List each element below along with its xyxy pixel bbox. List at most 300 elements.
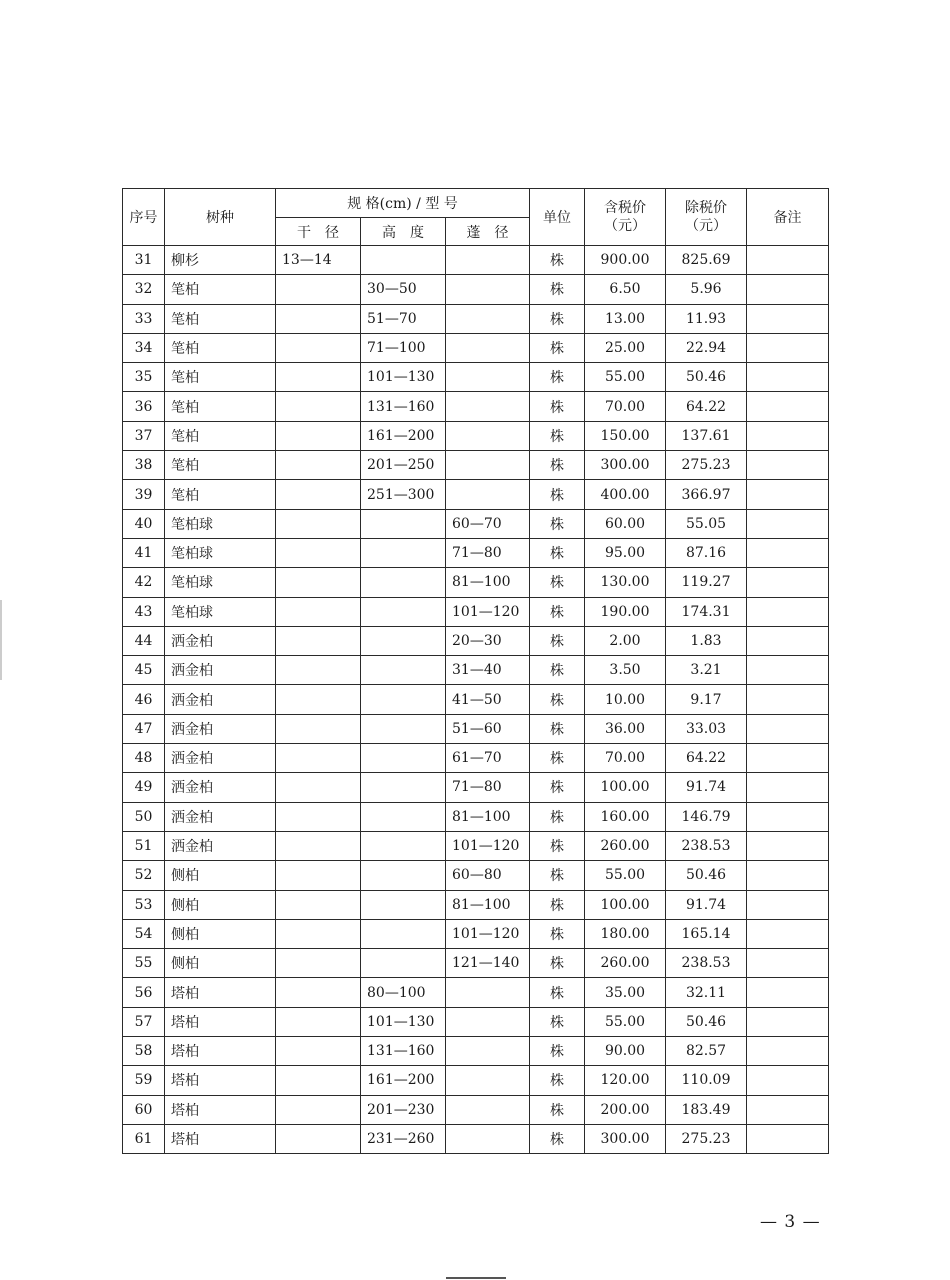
cell-price-excl: 87.16: [666, 538, 747, 567]
cell-trunk: [276, 656, 361, 685]
table-row: [123, 333, 829, 362]
cell-species: 塔柏: [165, 1124, 276, 1153]
cell-height: [361, 685, 446, 714]
cell-price-incl: 6.50: [585, 275, 666, 304]
table-row: [123, 890, 829, 919]
cell-price-excl: 183.49: [666, 1095, 747, 1124]
header-crown: 蓬 径: [446, 218, 530, 246]
header-tax-excl-line1: 除税价: [685, 200, 727, 216]
cell-note: [747, 802, 829, 831]
cell-height: 131—160: [361, 1037, 446, 1066]
cell-seq: 57: [123, 1007, 165, 1036]
cell-crown: 81—100: [446, 890, 530, 919]
cell-species: 笔柏: [165, 480, 276, 509]
header-tax-excl-line2: （元）: [685, 218, 727, 234]
cell-price-excl: 146.79: [666, 802, 747, 831]
cell-price-incl: 900.00: [585, 246, 666, 275]
cell-crown: [446, 246, 530, 275]
cell-note: [747, 421, 829, 450]
cell-height: [361, 744, 446, 773]
header-species: 树种: [165, 189, 276, 246]
cell-note: [747, 1124, 829, 1153]
header-trunk: 干 径: [276, 218, 361, 246]
cell-species: 洒金柏: [165, 656, 276, 685]
cell-height: [361, 568, 446, 597]
cell-note: [747, 597, 829, 626]
cell-note: [747, 831, 829, 860]
cell-price-excl: 238.53: [666, 949, 747, 978]
cell-crown: 121—140: [446, 949, 530, 978]
cell-note: [747, 509, 829, 538]
table-row: [123, 480, 829, 509]
cell-species: 塔柏: [165, 978, 276, 1007]
cell-unit: 株: [530, 275, 585, 304]
table-row: [123, 538, 829, 567]
cell-price-excl: 165.14: [666, 919, 747, 948]
cell-species: 洒金柏: [165, 744, 276, 773]
table-row: [123, 1095, 829, 1124]
table-row: [123, 1037, 829, 1066]
cell-seq: 35: [123, 363, 165, 392]
cell-crown: [446, 1007, 530, 1036]
cell-seq: 40: [123, 509, 165, 538]
cell-trunk: [276, 714, 361, 743]
cell-height: [361, 861, 446, 890]
cell-seq: 38: [123, 451, 165, 480]
cell-species: 笔柏: [165, 304, 276, 333]
cell-trunk: [276, 802, 361, 831]
cell-species: 侧柏: [165, 861, 276, 890]
table-row: [123, 568, 829, 597]
cell-price-excl: 91.74: [666, 773, 747, 802]
cell-crown: [446, 304, 530, 333]
cell-price-excl: 33.03: [666, 714, 747, 743]
cell-seq: 60: [123, 1095, 165, 1124]
cell-trunk: [276, 861, 361, 890]
cell-species: 笔柏球: [165, 509, 276, 538]
cell-species: 笔柏球: [165, 538, 276, 567]
cell-unit: 株: [530, 1124, 585, 1153]
cell-price-excl: 50.46: [666, 363, 747, 392]
cell-species: 柳杉: [165, 246, 276, 275]
cell-seq: 41: [123, 538, 165, 567]
cell-height: 101—130: [361, 1007, 446, 1036]
cell-height: [361, 538, 446, 567]
cell-note: [747, 919, 829, 948]
cell-price-excl: 110.09: [666, 1066, 747, 1095]
cell-species: 侧柏: [165, 919, 276, 948]
cell-species: 侧柏: [165, 890, 276, 919]
table-body: [123, 246, 829, 1154]
cell-price-excl: 50.46: [666, 861, 747, 890]
cell-price-incl: 36.00: [585, 714, 666, 743]
cell-unit: 株: [530, 1095, 585, 1124]
bottom-divider: [446, 1277, 506, 1279]
cell-crown: [446, 1095, 530, 1124]
cell-note: [747, 656, 829, 685]
cell-seq: 36: [123, 392, 165, 421]
cell-seq: 54: [123, 919, 165, 948]
cell-note: [747, 626, 829, 655]
cell-height: [361, 626, 446, 655]
cell-seq: 34: [123, 333, 165, 362]
cell-price-incl: 55.00: [585, 861, 666, 890]
cell-price-incl: 180.00: [585, 919, 666, 948]
cell-unit: 株: [530, 509, 585, 538]
cell-unit: 株: [530, 451, 585, 480]
cell-seq: 52: [123, 861, 165, 890]
cell-species: 笔柏球: [165, 568, 276, 597]
cell-height: 30—50: [361, 275, 446, 304]
cell-unit: 株: [530, 421, 585, 450]
cell-price-incl: 90.00: [585, 1037, 666, 1066]
cell-note: [747, 861, 829, 890]
scan-edge-mark: [0, 600, 2, 680]
cell-species: 笔柏: [165, 392, 276, 421]
cell-note: [747, 1007, 829, 1036]
cell-price-incl: 400.00: [585, 480, 666, 509]
cell-crown: [446, 1066, 530, 1095]
cell-price-incl: 160.00: [585, 802, 666, 831]
cell-seq: 42: [123, 568, 165, 597]
cell-price-excl: 82.57: [666, 1037, 747, 1066]
cell-crown: 60—80: [446, 861, 530, 890]
table-row: [123, 421, 829, 450]
cell-price-excl: 9.17: [666, 685, 747, 714]
cell-seq: 49: [123, 773, 165, 802]
cell-price-incl: 3.50: [585, 656, 666, 685]
cell-trunk: 13—14: [276, 246, 361, 275]
cell-price-incl: 100.00: [585, 890, 666, 919]
cell-unit: 株: [530, 568, 585, 597]
cell-seq: 44: [123, 626, 165, 655]
cell-price-incl: 55.00: [585, 1007, 666, 1036]
cell-price-excl: 275.23: [666, 1124, 747, 1153]
cell-crown: [446, 480, 530, 509]
cell-note: [747, 451, 829, 480]
cell-crown: 71—80: [446, 773, 530, 802]
cell-crown: 101—120: [446, 831, 530, 860]
cell-unit: 株: [530, 392, 585, 421]
cell-price-excl: 64.22: [666, 744, 747, 773]
cell-trunk: [276, 949, 361, 978]
table-row: [123, 626, 829, 655]
cell-price-incl: 260.00: [585, 949, 666, 978]
cell-species: 笔柏: [165, 333, 276, 362]
cell-crown: [446, 978, 530, 1007]
cell-height: 251—300: [361, 480, 446, 509]
cell-price-excl: 137.61: [666, 421, 747, 450]
cell-height: 51—70: [361, 304, 446, 333]
cell-trunk: [276, 1066, 361, 1095]
cell-note: [747, 773, 829, 802]
header-note: 备注: [747, 189, 829, 246]
cell-height: 80—100: [361, 978, 446, 1007]
cell-unit: 株: [530, 363, 585, 392]
cell-seq: 43: [123, 597, 165, 626]
cell-trunk: [276, 978, 361, 1007]
cell-price-excl: 174.31: [666, 597, 747, 626]
cell-crown: 51—60: [446, 714, 530, 743]
cell-crown: 81—100: [446, 568, 530, 597]
cell-trunk: [276, 1037, 361, 1066]
cell-seq: 50: [123, 802, 165, 831]
cell-seq: 56: [123, 978, 165, 1007]
table-row: [123, 246, 829, 275]
cell-seq: 33: [123, 304, 165, 333]
cell-note: [747, 392, 829, 421]
cell-note: [747, 333, 829, 362]
cell-species: 洒金柏: [165, 831, 276, 860]
cell-unit: 株: [530, 773, 585, 802]
cell-crown: 60—70: [446, 509, 530, 538]
cell-trunk: [276, 831, 361, 860]
cell-trunk: [276, 1007, 361, 1036]
table-row: [123, 656, 829, 685]
cell-species: 侧柏: [165, 949, 276, 978]
table-row: [123, 773, 829, 802]
cell-seq: 37: [123, 421, 165, 450]
cell-unit: 株: [530, 831, 585, 860]
cell-note: [747, 744, 829, 773]
table-row: [123, 1066, 829, 1095]
cell-price-excl: 238.53: [666, 831, 747, 860]
cell-trunk: [276, 509, 361, 538]
cell-price-excl: 91.74: [666, 890, 747, 919]
cell-trunk: [276, 480, 361, 509]
cell-price-incl: 13.00: [585, 304, 666, 333]
cell-price-excl: 64.22: [666, 392, 747, 421]
cell-trunk: [276, 304, 361, 333]
cell-price-incl: 260.00: [585, 831, 666, 860]
cell-unit: 株: [530, 1037, 585, 1066]
cell-price-excl: 825.69: [666, 246, 747, 275]
cell-trunk: [276, 275, 361, 304]
cell-note: [747, 1066, 829, 1095]
table-row: [123, 275, 829, 304]
cell-height: 201—230: [361, 1095, 446, 1124]
cell-trunk: [276, 626, 361, 655]
cell-crown: 20—30: [446, 626, 530, 655]
cell-crown: [446, 275, 530, 304]
table-row: [123, 597, 829, 626]
cell-seq: 48: [123, 744, 165, 773]
cell-species: 塔柏: [165, 1037, 276, 1066]
cell-seq: 45: [123, 656, 165, 685]
cell-price-incl: 10.00: [585, 685, 666, 714]
cell-seq: 31: [123, 246, 165, 275]
cell-price-incl: 300.00: [585, 1124, 666, 1153]
cell-unit: 株: [530, 861, 585, 890]
page-number: — 3 —: [760, 1212, 821, 1232]
table-row: [123, 509, 829, 538]
cell-crown: [446, 1037, 530, 1066]
cell-unit: 株: [530, 246, 585, 275]
cell-seq: 59: [123, 1066, 165, 1095]
cell-seq: 55: [123, 949, 165, 978]
cell-height: 201—250: [361, 451, 446, 480]
table-row: [123, 1007, 829, 1036]
cell-trunk: [276, 568, 361, 597]
cell-height: [361, 919, 446, 948]
cell-seq: 32: [123, 275, 165, 304]
cell-crown: 71—80: [446, 538, 530, 567]
cell-note: [747, 568, 829, 597]
cell-seq: 51: [123, 831, 165, 860]
cell-species: 洒金柏: [165, 714, 276, 743]
cell-note: [747, 685, 829, 714]
header-tax-incl-line1: 含税价: [604, 200, 646, 216]
cell-height: [361, 949, 446, 978]
cell-price-incl: 300.00: [585, 451, 666, 480]
cell-trunk: [276, 392, 361, 421]
cell-unit: 株: [530, 949, 585, 978]
cell-note: [747, 949, 829, 978]
cell-crown: [446, 333, 530, 362]
cell-seq: 47: [123, 714, 165, 743]
table-row: [123, 363, 829, 392]
cell-trunk: [276, 890, 361, 919]
cell-price-excl: 11.93: [666, 304, 747, 333]
cell-unit: 株: [530, 714, 585, 743]
cell-unit: 株: [530, 978, 585, 1007]
cell-species: 洒金柏: [165, 685, 276, 714]
cell-note: [747, 538, 829, 567]
cell-unit: 株: [530, 919, 585, 948]
cell-height: [361, 714, 446, 743]
header-height: 高 度: [361, 218, 446, 246]
cell-crown: [446, 392, 530, 421]
cell-crown: 101—120: [446, 597, 530, 626]
cell-unit: 株: [530, 744, 585, 773]
cell-price-excl: 22.94: [666, 333, 747, 362]
cell-price-incl: 35.00: [585, 978, 666, 1007]
cell-trunk: [276, 744, 361, 773]
table-row: [123, 685, 829, 714]
cell-price-incl: 150.00: [585, 421, 666, 450]
cell-price-incl: 200.00: [585, 1095, 666, 1124]
cell-height: [361, 656, 446, 685]
cell-trunk: [276, 363, 361, 392]
cell-price-incl: 190.00: [585, 597, 666, 626]
cell-note: [747, 1095, 829, 1124]
cell-species: 笔柏: [165, 363, 276, 392]
cell-price-incl: 2.00: [585, 626, 666, 655]
header-tax-incl-line2: （元）: [604, 218, 646, 234]
cell-height: [361, 831, 446, 860]
cell-height: 71—100: [361, 333, 446, 362]
price-table: [122, 188, 829, 1154]
table-row: [123, 451, 829, 480]
cell-note: [747, 363, 829, 392]
table-row: [123, 831, 829, 860]
cell-price-excl: 3.21: [666, 656, 747, 685]
cell-trunk: [276, 451, 361, 480]
cell-height: [361, 597, 446, 626]
cell-unit: 株: [530, 304, 585, 333]
cell-seq: 61: [123, 1124, 165, 1153]
cell-unit: 株: [530, 333, 585, 362]
cell-trunk: [276, 597, 361, 626]
cell-height: 101—130: [361, 363, 446, 392]
cell-note: [747, 246, 829, 275]
cell-price-excl: 1.83: [666, 626, 747, 655]
cell-height: 231—260: [361, 1124, 446, 1153]
table-row: [123, 1124, 829, 1153]
cell-seq: 58: [123, 1037, 165, 1066]
cell-trunk: [276, 1124, 361, 1153]
cell-species: 洒金柏: [165, 802, 276, 831]
cell-trunk: [276, 333, 361, 362]
cell-height: [361, 773, 446, 802]
cell-crown: 81—100: [446, 802, 530, 831]
cell-price-incl: 55.00: [585, 363, 666, 392]
cell-price-excl: 275.23: [666, 451, 747, 480]
cell-price-incl: 25.00: [585, 333, 666, 362]
cell-price-excl: 5.96: [666, 275, 747, 304]
cell-price-incl: 70.00: [585, 392, 666, 421]
cell-price-incl: 100.00: [585, 773, 666, 802]
cell-height: 131—160: [361, 392, 446, 421]
cell-unit: 株: [530, 597, 585, 626]
cell-note: [747, 890, 829, 919]
table-row: [123, 304, 829, 333]
cell-unit: 株: [530, 685, 585, 714]
cell-unit: 株: [530, 480, 585, 509]
cell-note: [747, 978, 829, 1007]
cell-crown: 101—120: [446, 919, 530, 948]
cell-price-incl: 95.00: [585, 538, 666, 567]
cell-price-incl: 120.00: [585, 1066, 666, 1095]
cell-trunk: [276, 919, 361, 948]
cell-unit: 株: [530, 626, 585, 655]
header-spec: 规 格(cm) / 型 号: [276, 189, 530, 218]
cell-species: 笔柏: [165, 421, 276, 450]
cell-trunk: [276, 773, 361, 802]
table-header: [123, 189, 829, 246]
cell-crown: [446, 421, 530, 450]
table-row: [123, 919, 829, 948]
cell-price-excl: 55.05: [666, 509, 747, 538]
table-row: [123, 949, 829, 978]
cell-height: [361, 246, 446, 275]
cell-note: [747, 1037, 829, 1066]
cell-price-excl: 119.27: [666, 568, 747, 597]
header-seq: 序号: [123, 189, 165, 246]
cell-height: 161—200: [361, 1066, 446, 1095]
cell-height: [361, 802, 446, 831]
cell-note: [747, 480, 829, 509]
cell-crown: 31—40: [446, 656, 530, 685]
cell-species: 笔柏: [165, 275, 276, 304]
cell-unit: 株: [530, 890, 585, 919]
cell-crown: 61—70: [446, 744, 530, 773]
cell-price-excl: 32.11: [666, 978, 747, 1007]
cell-note: [747, 304, 829, 333]
cell-seq: 53: [123, 890, 165, 919]
cell-crown: [446, 1124, 530, 1153]
cell-height: [361, 509, 446, 538]
cell-price-excl: 50.46: [666, 1007, 747, 1036]
cell-species: 洒金柏: [165, 773, 276, 802]
cell-price-excl: 366.97: [666, 480, 747, 509]
header-tax-incl: [585, 189, 666, 246]
cell-unit: 株: [530, 656, 585, 685]
header-tax-excl: [666, 189, 747, 246]
cell-species: 洒金柏: [165, 626, 276, 655]
cell-price-incl: 130.00: [585, 568, 666, 597]
cell-price-incl: 70.00: [585, 744, 666, 773]
